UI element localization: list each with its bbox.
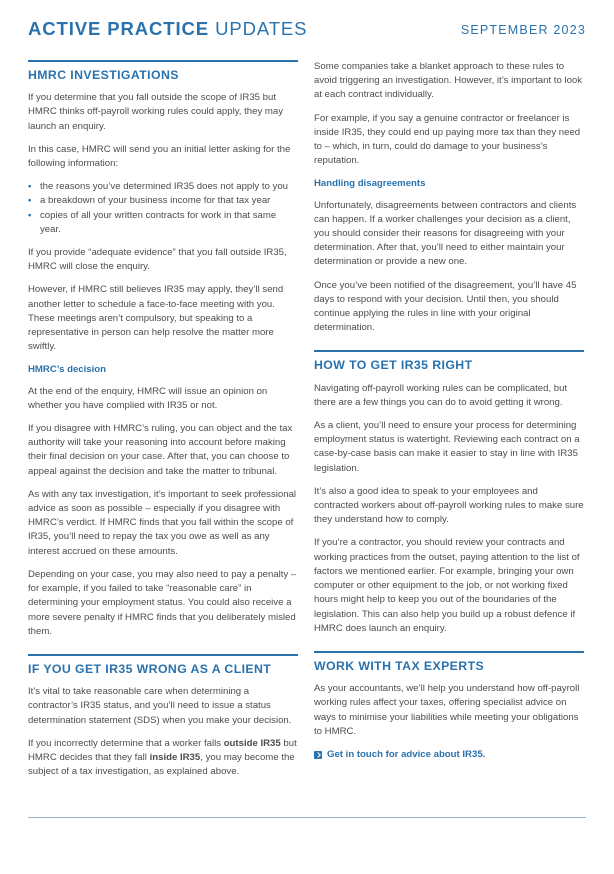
paragraph: Some companies take a blanket approach to these rules to avoid triggering an investigation. However, it’s important to look at each contract individually.	[314, 61, 583, 101]
footer-divider	[28, 817, 586, 818]
section-rule	[28, 654, 298, 656]
paragraph: Once you’ve been notified of the disagreement, you’ll have 45 days to respond with your decision. Until then, you should continue applying the rules in line with your original determination.	[314, 279, 577, 334]
title-bold: ACTIVE PRACTICE	[28, 18, 210, 39]
paragraph: Navigating off-payroll working rules can be complicated, but there are a few things you can do to avoid getting it wrong.	[314, 382, 568, 408]
paragraph: If you disagree with HMRC’s ruling, you can object and the tax authority will take your reasoning into account before making their final decision on your case. After that, you can choose to appeal against the decision and take the matter to tribunal.	[28, 423, 293, 477]
paragraph: As with any tax investigation, it’s important to seek professional advice as soon as possible – especially if you disagree with HMRC’s verdict. If HMRC finds that you fall within the scope of IR35, you’ll need to repay the tax you owe as well as any interest accrued on these amounts.	[28, 488, 297, 557]
section-heading-ir35-wrong: IF YOU GET IR35 WRONG AS A CLIENT	[28, 661, 272, 676]
paragraph: Unfortunately, disagreements between contractors and clients can happen. If a worker challenges your decision as a client, you should consider their reasons for disagreeing with your determination. After that, you’ll need to either maintain your determination or provide a new one.	[314, 199, 577, 268]
newsletter-title	[28, 18, 307, 40]
section-rule	[314, 350, 584, 352]
arrow-link-icon	[314, 751, 322, 759]
section-rule	[314, 651, 584, 653]
title-light: UPDATES	[215, 18, 308, 39]
list-item: • a breakdown of your business income for that tax year	[28, 194, 298, 208]
list-item: • copies of all your written contracts for work in that same year.	[28, 209, 298, 237]
paragraph: Depending on your case, you may also need to pay a penalty – for example, if you failed to take “reasonable care” in determining your employment status. You could also receive a more severe penalty if HMRC finds that you deliberately misled them.	[28, 568, 297, 637]
subheading-hmrc-decision: HMRC’s decision	[28, 364, 107, 376]
paragraph: In this case, HMRC will send you an initial letter asking for the following information:	[28, 143, 291, 170]
paragraph: If you incorrectly determine that a worker falls outside IR35 but HMRC decides that they fall inside IR35, you may become the subject of a tax investigation, as explained above.	[28, 737, 297, 778]
contact-link[interactable]	[314, 748, 584, 762]
list-item: • the reasons you’ve determined IR35 does not apply to you	[28, 180, 298, 194]
paragraph: It’s vital to take reasonable care when determining a contractor’s IR35 status, and you’ll need to issue a status determination statement (SDS) when you make your decision.	[28, 686, 292, 726]
right-column	[314, 60, 584, 762]
contact-link-label[interactable]: Get in touch for advice about IR35.	[327, 748, 486, 760]
paragraph: As a client, you’ll need to ensure your process for determining employment status is watertight. Reviewing each contract on a case-by-case basis can make it easier to stay in line with IR35 legislation.	[314, 420, 580, 474]
left-column	[28, 60, 298, 788]
section-rule	[28, 60, 298, 62]
subheading-handling-disagreements: Handling disagreements	[314, 178, 426, 190]
paragraph: If you determine that you fall outside the scope of IR35 but HMRC thinks off-payroll working rules could apply, they may launch an enquiry.	[28, 92, 284, 132]
paragraph: It’s also a good idea to speak to your employees and contracted workers about off-payroll working rules to make sure they understand how to comply.	[314, 485, 584, 526]
paragraph: If you provide “adequate evidence” that you fall outside IR35, HMRC will close the enquiry.	[28, 247, 287, 273]
paragraph: For example, if you say a genuine contractor or freelancer is inside IR35, they could end up paying more tax than they need to – which, in turn, could do damage to your business’s reputation.	[314, 112, 581, 167]
section-heading-get-ir35-right: HOW TO GET IR35 RIGHT	[314, 358, 473, 373]
page-header	[28, 18, 586, 44]
section-heading-hmrc-investigations: HMRC INVESTIGATIONS	[28, 68, 179, 82]
issue-date: SEPTEMBER 2023	[460, 23, 586, 37]
paragraph: However, if HMRC still believes IR35 may apply, they’ll send another letter to schedule a face-to-face meeting with you. These meetings aren’t compulsory, but speaking to a representative in person can help resolve the matter more swiftly.	[28, 284, 284, 353]
paragraph: If you’re a contractor, you should review your contracts and working practices from the outset, paying attention to the list of factors we mentioned earlier. For example, bringing your own computer or other equipment to the job, or not working fixed hours might help to keep you out of the boundaries of the legislation. This can also help you build up a robust defence if HMRC does launch an enquiry.	[314, 537, 580, 634]
section-heading-work-with-tax-experts: WORK WITH TAX EXPERTS	[314, 658, 485, 673]
paragraph: At the end of the enquiry, HMRC will issue an opinion on whether you have complied with IR35 or not.	[28, 385, 268, 411]
paragraph: As your accountants, we’ll help you understand how off-payroll working rules affect your taxes, offering specialist advice on ways to minimise your liabilities while meeting your obligations to HMRC.	[314, 683, 580, 737]
info-list	[28, 180, 298, 237]
